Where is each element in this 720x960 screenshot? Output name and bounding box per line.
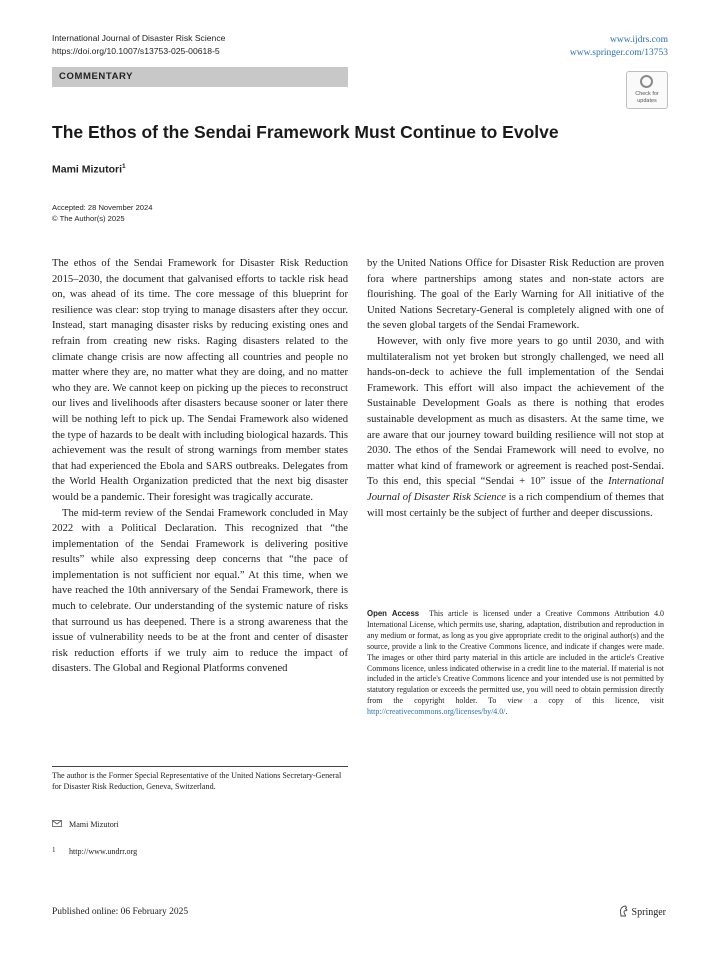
body-column-right — [367, 256, 664, 521]
license-link[interactable]: http://creativecommons.org/licenses/by/4.0/ — [367, 707, 506, 717]
email-envelope-icon[interactable] — [52, 820, 62, 829]
check-updates-icon — [640, 75, 653, 88]
doi-text: https://doi.org/10.1007/s13753-025-00618-5 — [52, 45, 220, 56]
journal-header — [52, 32, 225, 57]
publisher-name: Springer — [631, 907, 666, 918]
check-updates-line2: updates — [637, 97, 657, 104]
publisher-logo — [618, 905, 666, 920]
article-meta — [52, 203, 152, 225]
site-link-ijdrs[interactable]: www.ijdrs.com — [610, 35, 668, 45]
body-paragraph-1: The ethos of the Sendai Framework for Disaster Risk Reduction 2015–2030, the document that galvanised efforts to tackle risk head on, was ahead of its time. The core message of this blueprint for resilience was clear: stop trying to manage disasters after they occur. Instead, start managing disaster risks by reducing existing ones and refrain from creating new risks. Raging disasters related to the climate change crisis are now affecting all countries and people no matter where they are, no matter what they are doing, and no matter who they are. We cannot keep on picking up the pieces to reconstruct our lives and livelihoods after disasters because sooner or later there will be nothing left to pick up. The Sendai Framework also widened the type of hazards to be dealt with including biological hazards. This achievement was the result of strong warnings from member states that had experienced the Ebola and SARS outbreaks. Delegates from the World Health Organization predicted that the next big disaster would be a pandemic. Their foresight was tragically accurate. — [52, 258, 348, 503]
author-name: Mami Mizutori — [52, 163, 122, 176]
body-paragraph-2: The mid-term review of the Sendai Framework concluded in May 2022 with a Political Declaration. This recognized that “the implementation of the Sendai Framework is delivering positive results” while also expressing deep concerns that “the pace of implementation is not sufficient nor equal.” At this time, when we have reached the 10th anniversary of the Sendai Framework, there is much to celebrate. Our understanding of the systemic nature of risks that surround us has deepened. There is a strong awareness that the issue of vulnerability needs to be at the front and center of disaster risk reduction efforts if we truly aim to reduce the impact of disasters. The Global and Regional Platforms convened — [52, 507, 348, 675]
body-paragraph-4-part2: is a rich compendium of themes that will most certainly be the subject of further and deeper discussions. — [367, 491, 665, 519]
journal-name-italic: International Journal of Disaster Risk Science — [367, 476, 664, 503]
reference-url[interactable]: http://www.undrr.org — [69, 847, 138, 856]
open-access-text: This article is licensed under a Creative Commons Attribution 4.0 International License, which permits use, sharing, adaptation, distribution and reproduction in any medium or format, as long as you give appropriate credit to the original author(s) and the source, provide a link to the Creative Commons licence, and indicate if changes were made. The images or other third party material in this article are included in the article's Creative Commons licence, unless indicated otherwise in a credit line to the material. If material is not included in the article's Creative Commons licence and your intended use is not permitted by statutory regulation or exceeds the permitted use, you will need to obtain permission directly from the copyright holder. To view a copy of this licence, visit — [367, 609, 664, 706]
contact-author — [52, 820, 119, 829]
site-link-springer[interactable]: www.springer.com/13753 — [569, 47, 668, 58]
check-updates-line1: Check for — [635, 91, 659, 97]
article-title: The Ethos of the Sendai Framework Must Continue to Evolve — [52, 122, 559, 142]
body-column-left — [52, 256, 348, 677]
reference-footnote — [52, 846, 137, 856]
author-affiliation-marker: 1 — [122, 163, 126, 170]
open-access-end: . — [505, 707, 508, 717]
journal-links — [570, 34, 668, 59]
check-for-updates-badge[interactable] — [626, 71, 668, 109]
open-access-label: Open Access — [367, 609, 420, 618]
footnote-number: 1 — [52, 846, 56, 854]
open-access-notice — [367, 609, 664, 718]
check-updates-text — [627, 91, 667, 104]
body-paragraph-4 — [367, 334, 664, 521]
section-label: COMMENTARY — [59, 71, 134, 82]
body-paragraph-3: by the United Nations Office for Disaster Risk Reduction are proven fora where partnerships among states and non-state actors are flourishing. The goal of the Early Warning for All initiative of the United Nations Secretary-General is completely aligned with one of the seven global targets of the Sendai Framework. — [367, 258, 664, 332]
springer-horse-icon — [618, 905, 629, 920]
footnote-divider — [52, 766, 348, 767]
published-online-date: Published online: 06 February 2025 — [52, 907, 189, 917]
author-line — [52, 163, 126, 176]
body-paragraph-4-part1: However, with only five more years to go until 2030, and with multilateralism not yet broken but strongly challenged, we need all hands-on-deck to achieve the full implementation of the Sendai Framework. This effort will also impact the achievement of the Sustainable Development Goals as there is nothing that erodes sustainable development as much as disasters. At the same time, we are aware that our journey toward building resilience will not stop at 2030. The ethos of the Sendai Framework will need to evolve, no matter what kind of framework or agreement is reached post-Sendai. To this end, this special “Sendai + 10” issue of the — [367, 335, 664, 488]
journal-name: International Journal of Disaster Risk Science — [52, 33, 226, 43]
copyright-notice: © The Author(s) 2025 — [52, 213, 125, 223]
author-footnote: The author is the Former Special Representative of the United Nations Secretary-General for Disaster Risk Reduction, Geneva, Switzerland. — [52, 771, 342, 792]
contact-author-name: Mami Mizutori — [69, 820, 119, 829]
accepted-date: Accepted: 28 November 2024 — [52, 203, 153, 212]
section-label-bar — [52, 67, 348, 87]
